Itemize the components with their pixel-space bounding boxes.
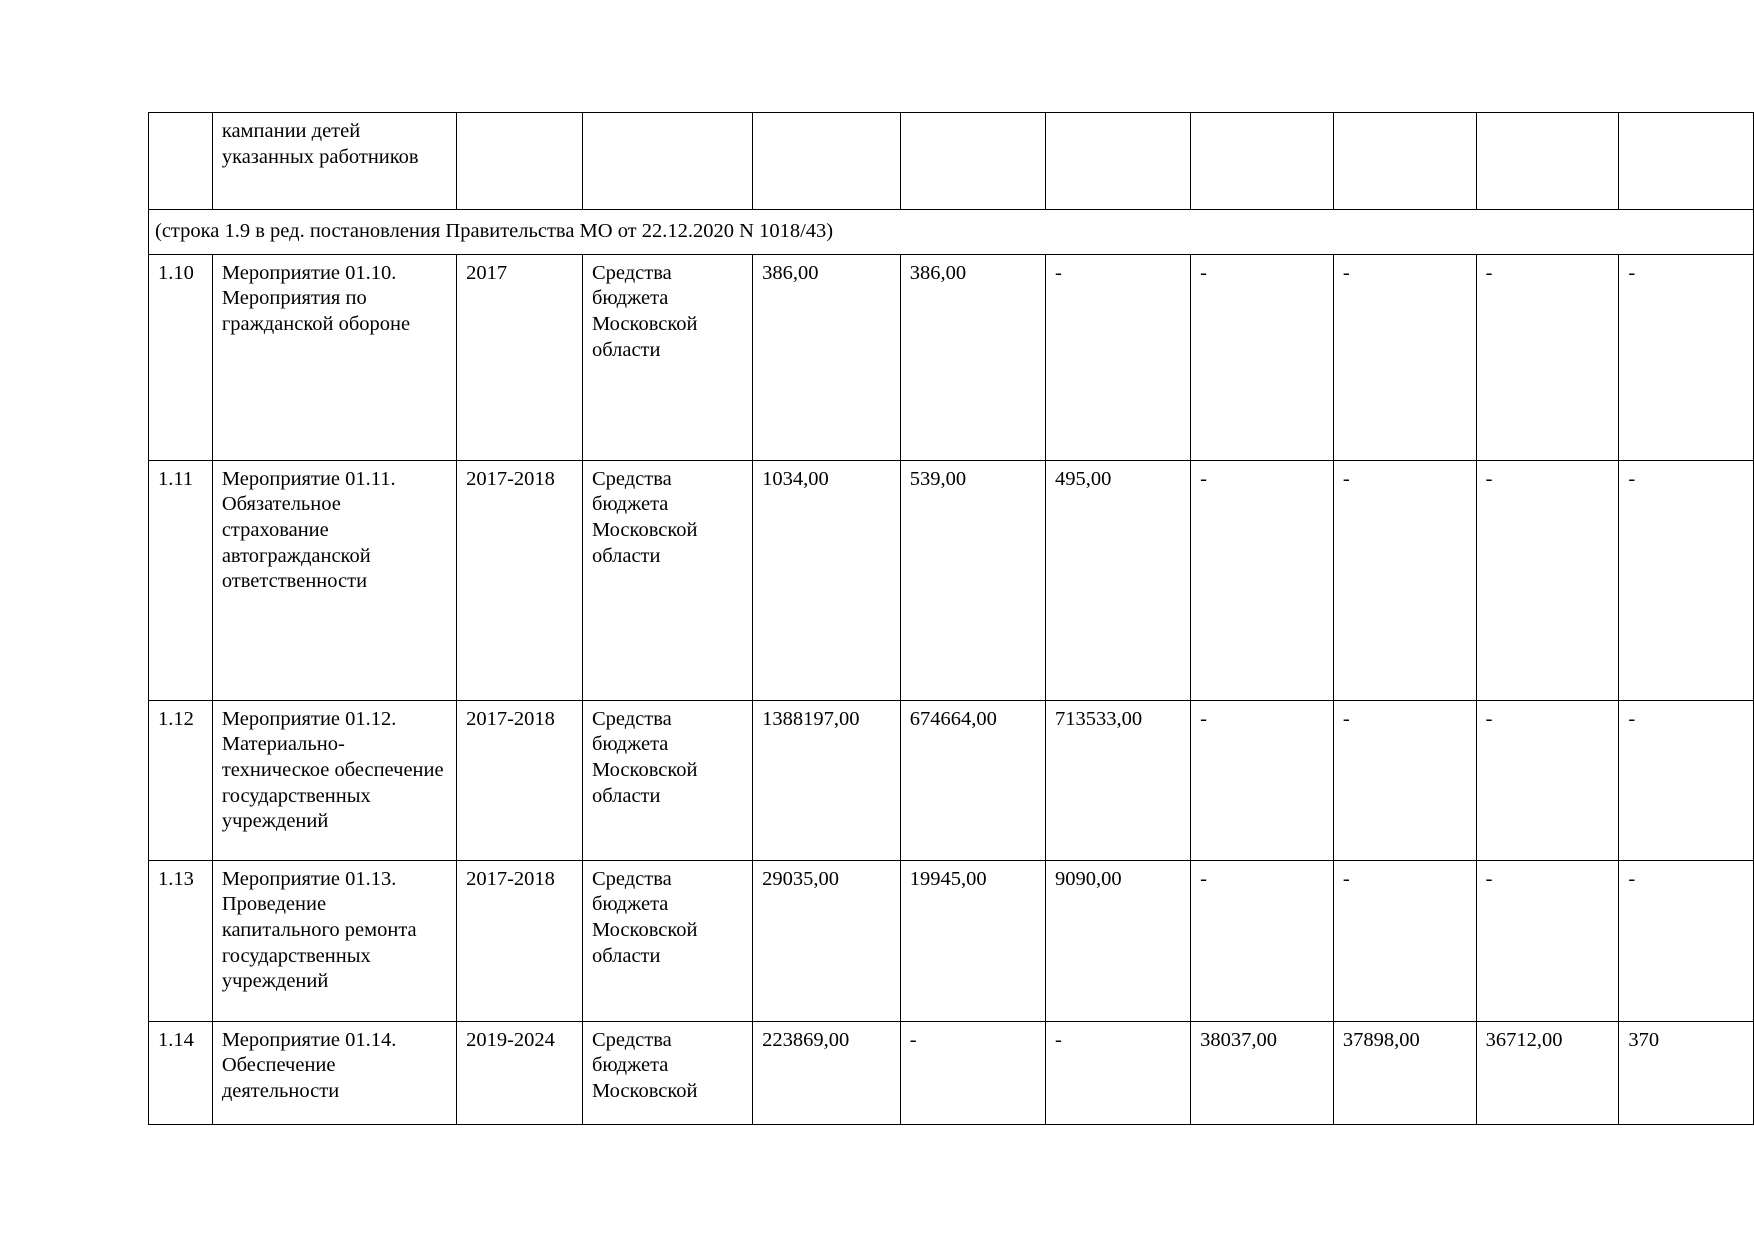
- row-value-cell: [1045, 113, 1190, 210]
- row-source-cell: Средства бюджета Московской области: [582, 700, 752, 860]
- row-value-cell: -: [1476, 254, 1619, 460]
- row-total-cell: 386,00: [753, 254, 901, 460]
- row-years-cell: [457, 113, 583, 210]
- row-years-cell: 2017-2018: [457, 860, 583, 1021]
- row-value-cell: -: [1333, 460, 1476, 700]
- table-row: [149, 860, 1754, 1021]
- row-total-cell: 223869,00: [753, 1021, 901, 1124]
- row-value-cell: -: [1476, 860, 1619, 1021]
- table-row: [149, 113, 1754, 210]
- row-value-cell: -: [1619, 254, 1754, 460]
- row-years-cell: 2017-2018: [457, 700, 583, 860]
- row-total-cell: 1034,00: [753, 460, 901, 700]
- row-name-cell: Мероприятие 01.13. Проведение капитального ремонта государственных учреждений: [212, 860, 456, 1021]
- row-value-cell: -: [1619, 700, 1754, 860]
- row-years-cell: 2017: [457, 254, 583, 460]
- row-value-cell: -: [1045, 254, 1190, 460]
- row-source-cell: [582, 113, 752, 210]
- row-value-cell: -: [1045, 1021, 1190, 1124]
- table-row: [149, 254, 1754, 460]
- row-source-cell: Средства бюджета Московской: [582, 1021, 752, 1124]
- row-number-cell: 1.13: [149, 860, 213, 1021]
- row-value-cell: [1476, 113, 1619, 210]
- row-name-cell: Мероприятие 01.11. Обязательное страхование автогражданской ответственности: [212, 460, 456, 700]
- row-value-cell: 9090,00: [1045, 860, 1190, 1021]
- table-note-row: [149, 210, 1754, 255]
- row-number-cell: 1.11: [149, 460, 213, 700]
- row-value-cell: -: [1191, 460, 1334, 700]
- row-value-cell: [1191, 113, 1334, 210]
- amendment-note: (строка 1.9 в ред. постановления Правительства МО от 22.12.2020 N 1018/43): [149, 210, 1754, 255]
- table-row: [149, 460, 1754, 700]
- row-value-cell: 36712,00: [1476, 1021, 1619, 1124]
- row-total-cell: [753, 113, 901, 210]
- program-financing-table: [148, 112, 1754, 1125]
- row-value-cell: 674664,00: [900, 700, 1045, 860]
- row-value-cell: 713533,00: [1045, 700, 1190, 860]
- row-name-cell: Мероприятие 01.12. Материально-техническое обеспечение государственных учреждений: [212, 700, 456, 860]
- row-value-cell: -: [1191, 700, 1334, 860]
- row-total-cell: 1388197,00: [753, 700, 901, 860]
- row-source-cell: Средства бюджета Московской области: [582, 860, 752, 1021]
- row-number-cell: 1.14: [149, 1021, 213, 1124]
- row-value-cell: 37898,00: [1333, 1021, 1476, 1124]
- row-value-cell: -: [1333, 254, 1476, 460]
- row-value-cell: -: [1619, 460, 1754, 700]
- row-value-cell: 19945,00: [900, 860, 1045, 1021]
- row-years-cell: 2019-2024: [457, 1021, 583, 1124]
- row-number-cell: 1.12: [149, 700, 213, 860]
- row-value-cell: 386,00: [900, 254, 1045, 460]
- row-value-cell: -: [1476, 460, 1619, 700]
- row-value-cell: -: [1333, 860, 1476, 1021]
- row-name-cell: Мероприятие 01.10. Мероприятия по гражданской обороне: [212, 254, 456, 460]
- table-row: [149, 1021, 1754, 1124]
- row-value-cell: [1619, 113, 1754, 210]
- row-value-cell: -: [1191, 254, 1334, 460]
- row-value-cell: -: [1619, 860, 1754, 1021]
- row-source-cell: Средства бюджета Московской области: [582, 254, 752, 460]
- row-value-cell: 495,00: [1045, 460, 1190, 700]
- row-value-cell: -: [1476, 700, 1619, 860]
- row-number-cell: 1.10: [149, 254, 213, 460]
- row-value-cell: [1333, 113, 1476, 210]
- row-value-cell: -: [1191, 860, 1334, 1021]
- row-value-cell: 38037,00: [1191, 1021, 1334, 1124]
- row-name-cell: Мероприятие 01.14. Обеспечение деятельности: [212, 1021, 456, 1124]
- row-years-cell: 2017-2018: [457, 460, 583, 700]
- table-row: [149, 700, 1754, 860]
- row-source-cell: Средства бюджета Московской области: [582, 460, 752, 700]
- row-value-cell: -: [900, 1021, 1045, 1124]
- row-value-cell: -: [1333, 700, 1476, 860]
- row-value-cell: 539,00: [900, 460, 1045, 700]
- row-value-cell: 370: [1619, 1021, 1754, 1124]
- row-name-cell: кампании детей указанных работников: [212, 113, 456, 210]
- row-total-cell: 29035,00: [753, 860, 901, 1021]
- row-number-cell: [149, 113, 213, 210]
- row-value-cell: [900, 113, 1045, 210]
